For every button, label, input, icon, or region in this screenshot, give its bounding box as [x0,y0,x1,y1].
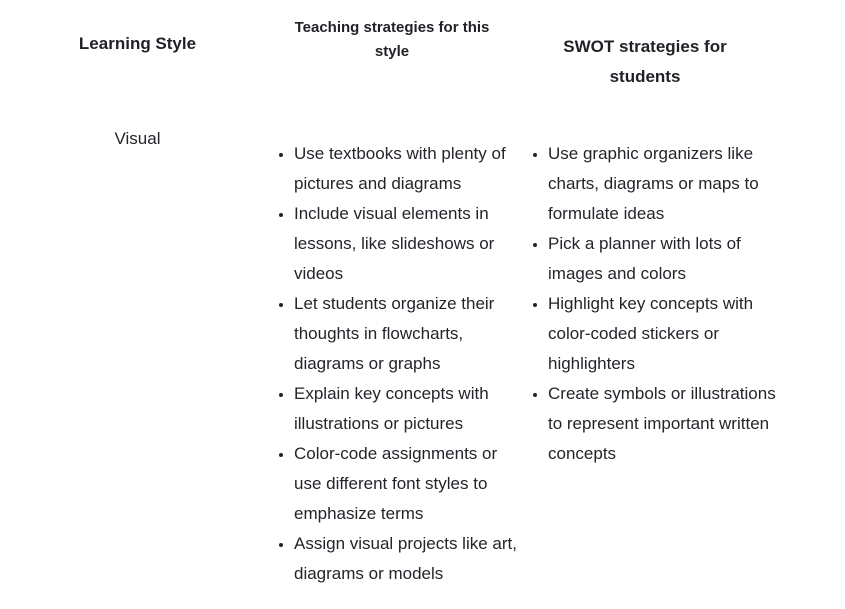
list-item: Use graphic organizers like charts, diagrams or maps to formulate ideas [532,139,782,229]
list-item: Create symbols or illustrations to represent important written concepts [532,379,782,469]
header-teaching-strategies: Teaching strategies for this style [294,19,490,60]
list-item: Pick a planner with lots of images and colors [532,229,782,289]
swot-strategies-list [532,139,782,469]
teaching-strategies-list [278,139,528,589]
header-swot-strategies: SWOT strategies for students [563,37,727,86]
list-item: Let students organize their thoughts in flowcharts, diagrams or graphs [278,289,528,379]
list-item: Include visual elements in lessons, like slideshows or videos [278,199,528,289]
list-item: Assign visual projects like art, diagrams or models [278,529,528,589]
list-item: Use textbooks with plenty of pictures and diagrams [278,139,528,199]
list-item: Highlight key concepts with color-coded stickers or highlighters [532,289,782,379]
cell-learning-style: Visual [114,129,161,148]
list-item: Color-code assignments or use different font styles to emphasize terms [278,439,528,529]
list-item: Explain key concepts with illustrations or pictures [278,379,528,439]
header-learning-style: Learning Style [78,34,197,53]
